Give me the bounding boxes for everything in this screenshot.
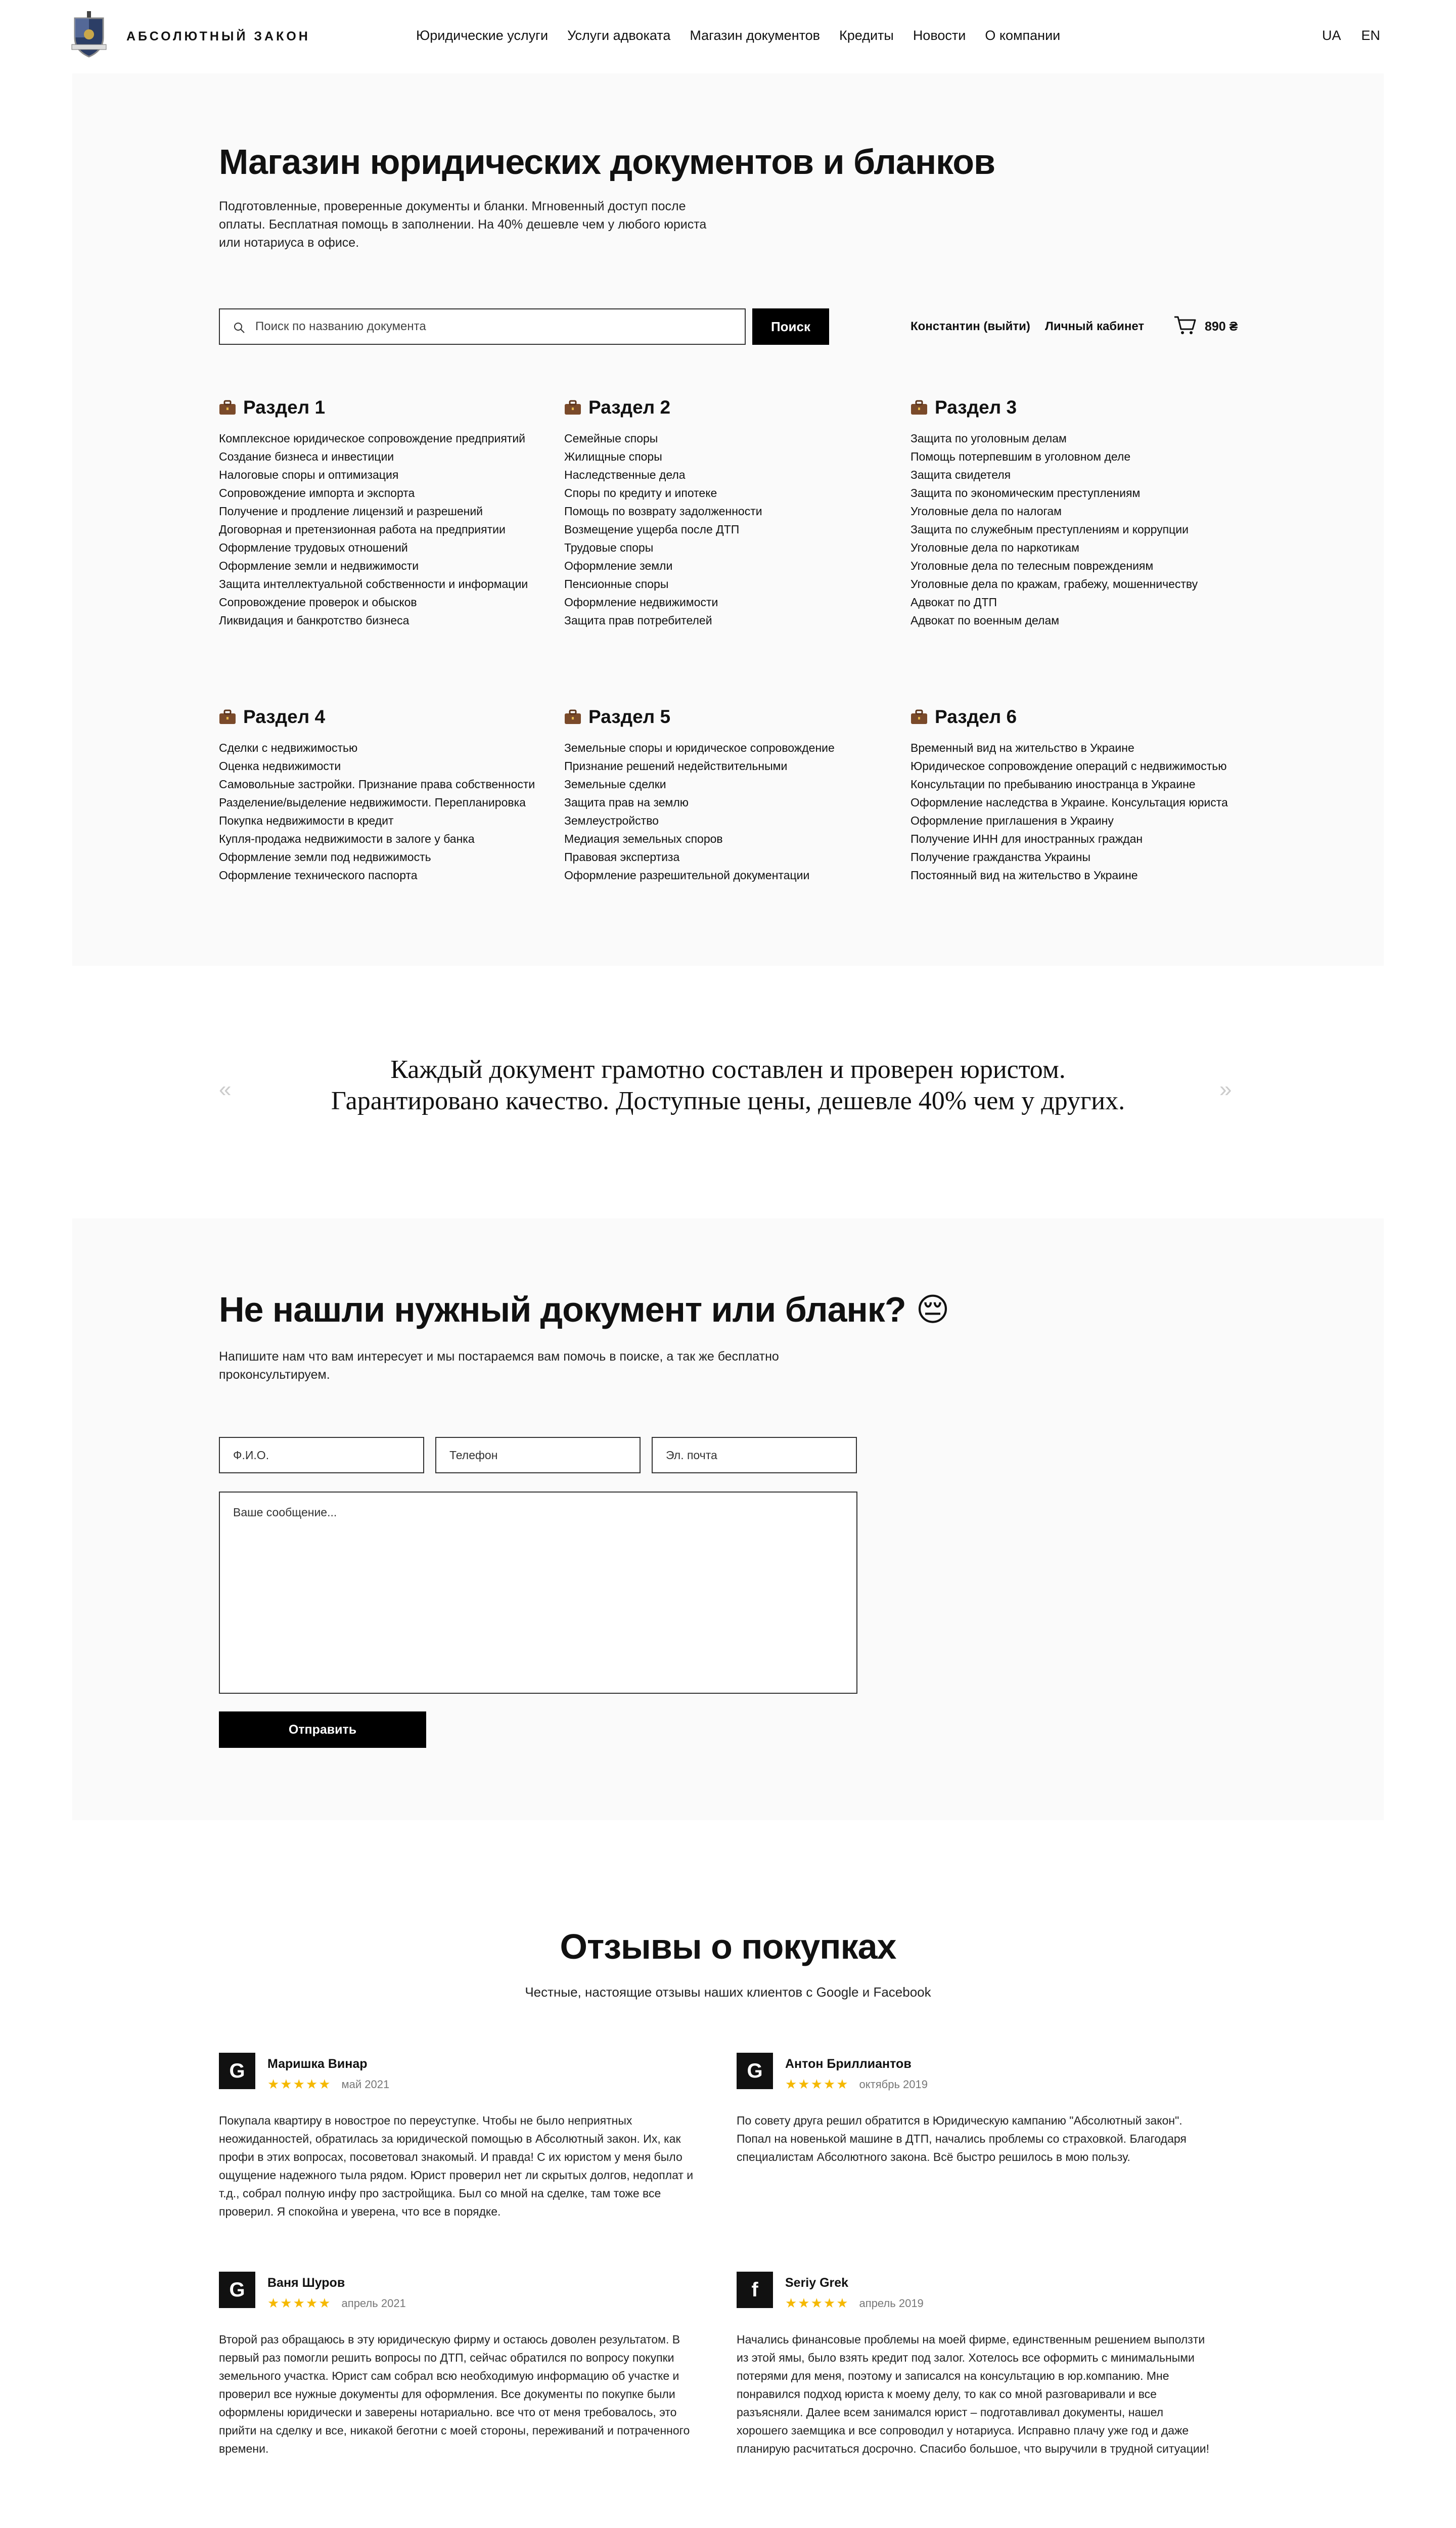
quote-line-1: Каждый документ грамотно составлен и проверен юристом. [390,1055,1066,1084]
section-link[interactable]: Медиация земельных споров [564,832,723,845]
quote-slide [0,1054,1456,1117]
section-link[interactable]: Адвокат по ДТП [911,596,997,609]
section-4 [219,706,542,884]
page-title: Магазин юридических документов и бланков [219,142,995,182]
search-icon [233,322,245,334]
briefcase-icon [219,400,236,415]
nav-about[interactable]: О компании [985,28,1061,43]
section-5 [564,706,888,884]
nav-credits[interactable]: Кредиты [839,28,894,43]
lang-en[interactable]: EN [1361,28,1380,43]
section-link[interactable]: Наследственные дела [564,468,686,481]
section-link[interactable]: Защита по уголовным делам [911,432,1067,445]
section-title: Раздел 6 [935,706,1017,727]
site-header [0,0,1456,73]
section-link[interactable]: Разделение/выделение недвижимости. Перепланировка [219,796,526,809]
review-text: Покупала квартиру в новострое по переуступке. Чтобы не было неприятных неожиданностей, обратилась за юридической помощью в Абсолютный закон. Их, как профи в этих вопросах, посоветовал знакомый. И правда! С их юристом у меня было ощущение надежного тыла рядом. Юрист проверил нет ли скрытых долгов, недоплат и т.д., собрал полную инфу про застройщика. Был со мной на сделке, там тоже все проверил. Я спокойна и уверена, что все в порядке. [219,2114,694,2218]
section-link[interactable]: Помощь по возврату задолженности [564,505,762,518]
email-field[interactable] [652,1437,857,1473]
section-link[interactable]: Оформление земли и недвижимости [219,559,419,572]
sad-face-icon: 😔 [916,1291,949,1328]
section-link[interactable]: Оформление трудовых отношений [219,541,408,554]
review-text: Начались финансовые проблемы на моей фирме, единственным решением выползти из этой ямы, было взять кредит под залог. Хотелось все оформить с минимальными потерями для меня, поэтому и записался на консультацию в юр.компанию. Мне понравился подход юриста к моему делу, то как со мной разговаривали и все разъясняли. Далее всем занимался юрист – подготавливал документы, нашел хорошего заемщика и все сопроводил у нотариуса. Исправно плачу уже год и даже планирую расчитаться досрочно. Спасибо большое, что выручили в трудной ситуации! [737,2333,1209,2455]
search-input[interactable] [255,309,731,344]
section-link[interactable]: Трудовые споры [564,541,654,554]
section-link[interactable]: Постоянный вид на жительство в Украине [911,869,1138,882]
section-link[interactable]: Защита по экономическим преступлениям [911,486,1141,500]
review-date: апрель 2021 [341,2296,406,2310]
section-link[interactable]: Самовольные застройки. Признание права собственности [219,778,535,791]
section-link[interactable]: Консультации по пребыванию иностранца в Украине [911,778,1196,791]
section-link[interactable]: Сопровождение проверок и обысков [219,596,417,609]
nav-lawyer-services[interactable]: Услуги адвоката [567,28,671,43]
section-link[interactable]: Получение и продление лицензий и разрешений [219,505,483,518]
rating-stars: ★★★★★ [785,2295,849,2311]
google-icon: G [219,2272,255,2308]
phone-field[interactable] [435,1437,641,1473]
review-card [737,2272,1212,2458]
section-link[interactable]: Оформление земли [564,559,673,572]
reviewer-name: Маришка Винар [267,2057,368,2071]
nav-legal-services[interactable]: Юридические услуги [416,28,549,43]
section-link[interactable]: Оценка недвижимости [219,759,341,773]
section-link[interactable]: Оформление наследства в Украине. Консультация юриста [911,796,1228,809]
quote-prev-arrow[interactable]: « [219,1077,232,1102]
search-box[interactable] [219,308,746,345]
lang-ua[interactable]: UA [1322,28,1341,43]
review-card [737,2053,1212,2166]
briefcase-icon [911,400,928,415]
section-link[interactable]: Землеустройство [564,814,659,827]
section-link[interactable]: Защита прав на землю [564,796,689,809]
submit-button[interactable]: Отправить [219,1711,426,1748]
reviewer-name: Seriy Grek [785,2276,849,2290]
section-3 [911,397,1234,629]
section-title: Раздел 5 [588,706,671,727]
google-icon: G [219,2053,255,2089]
review-card [219,2272,694,2458]
section-link[interactable]: Сопровождение импорта и экспорта [219,486,415,500]
shop-lead: Подготовленные, проверенные документы и бланки. Мгновенный доступ после оплаты. Бесплатная помощь в заполнении. На 40% дешевле чем у любого юриста или нотариуса в офисе. [219,199,707,250]
section-link[interactable]: Уголовные дела по налогам [911,505,1062,518]
section-link[interactable]: Оформление земли под недвижимость [219,850,431,864]
section-link[interactable]: Жилищные споры [564,450,662,463]
section-link[interactable]: Временный вид на жительство в Украине [911,741,1134,754]
section-link[interactable]: Адвокат по военным делам [911,614,1060,627]
reviews-title: Отзывы о покупках [560,1927,896,1966]
briefcase-icon [219,709,236,725]
section-link[interactable]: Ликвидация и банкротство бизнеса [219,614,410,627]
section-link[interactable]: Семейные споры [564,432,658,445]
section-1 [219,397,542,629]
section-link[interactable]: Оформление технического паспорта [219,869,418,882]
review-date: апрель 2019 [859,2296,924,2310]
language-switcher [1322,28,1380,43]
review-text: По совету друга решил обратится в Юридическую кампанию "Абсолютный закон". Попал на новенькой машине в ДТП, начались проблемы со страховкой. Благодаря специалистам Абсолютного закона. Всё быстро решилось в мою пользу. [737,2114,1187,2163]
review-date: октябрь 2019 [859,2078,928,2091]
briefcase-icon [564,400,581,415]
document-shop-section [72,73,1384,966]
reviews-subtitle: Честные, настоящие отзывы наших клиентов с Google и Facebook [525,1984,931,2000]
section-link[interactable]: Земельные сделки [564,778,666,791]
section-link[interactable]: Получение ИНН для иностранных граждан [911,832,1143,845]
section-link[interactable]: Договорная и претензионная работа на предприятии [219,523,506,536]
cart-total[interactable]: 890 ₴ [1205,320,1238,334]
review-date: май 2021 [341,2078,390,2091]
section-2 [564,397,888,629]
section-6 [911,706,1234,884]
section-link[interactable]: Налоговые споры и оптимизация [219,468,399,481]
cart-icon[interactable] [1173,315,1197,335]
facebook-icon: f [737,2272,773,2308]
section-title: Раздел 2 [588,397,671,418]
contact-form-section [72,1218,1384,1820]
section-link[interactable]: Оформление недвижимости [564,596,718,609]
contact-title-text: Не нашли нужный документ или бланк? [219,1290,906,1329]
rating-stars: ★★★★★ [267,2295,332,2311]
contact-lead: Напишите нам что вам интересует и мы постараемся вам помочь в поиске, а так же бесплатно проконсультируем. [219,1349,779,1382]
section-link[interactable]: Купля-продажа недвижимости в залоге у банка [219,832,475,845]
section-link[interactable]: Уголовные дела по наркотикам [911,541,1079,554]
section-link[interactable]: Признание решений недействительными [564,759,788,773]
section-link[interactable]: Создание бизнеса и инвестиции [219,450,394,463]
section-title: Раздел 3 [935,397,1017,418]
section-link[interactable]: Помощь потерпевшим в уголовном деле [911,450,1131,463]
search-button[interactable]: Поиск [752,308,829,345]
quote-next-arrow[interactable]: » [1219,1077,1232,1102]
user-logout-link[interactable]: Константин (выйти) [911,320,1030,333]
rating-stars: ★★★★★ [267,2076,332,2092]
review-text: Второй раз обращаюсь в эту юридическую фирму и остаюсь доволен результатом. В первый раз помогли решить вопросы по ДТП, сейчас обратился по вопросу покупки земельного участка. Юрист сам собрал всю необходимую информацию об участке и проверил все нужные документы для оформления. Все документы по покупке были оформлены юридически и заверены нотариально. все что от меня требовалось, это прийти на сделку и все, никакой беготни с моей стороны, переживаний и потраченного времени. [219,2333,690,2455]
section-link[interactable]: Споры по кредиту и ипотеке [564,486,717,500]
section-link[interactable]: Защита интеллектуальной собственности и информации [219,577,528,591]
section-link[interactable]: Защита свидетеля [911,468,1011,481]
rating-stars: ★★★★★ [785,2076,849,2092]
contact-title [219,1289,949,1330]
nav-news[interactable]: Новости [913,28,966,43]
section-link[interactable]: Оформление приглашения в Украину [911,814,1114,827]
section-title: Раздел 4 [243,706,326,727]
shield-logo-icon[interactable] [71,11,107,58]
section-link[interactable]: Защита по служебным преступлениям и коррупции [911,523,1189,536]
section-link[interactable]: Уголовные дела по кражам, грабежу, мошенничеству [911,577,1198,591]
section-link[interactable]: Земельные споры и юридическое сопровождение [564,741,835,754]
reviewer-name: Ваня Шуров [267,2276,345,2290]
section-link[interactable]: Уголовные дела по телесным повреждениям [911,559,1154,572]
nav-document-shop[interactable]: Магазин документов [690,28,821,43]
name-field[interactable] [219,1437,424,1473]
main-nav [416,28,1079,43]
section-link[interactable]: Юридическое сопровождение операций с недвижимостью [911,759,1227,773]
section-link[interactable]: Возмещение ущерба после ДТП [564,523,740,536]
section-link[interactable]: Защита прав потребителей [564,614,712,627]
section-link[interactable]: Сделки с недвижимостью [219,741,358,754]
personal-cabinet-link[interactable]: Личный кабинет [1045,320,1145,333]
briefcase-icon [564,709,581,725]
google-icon: G [737,2053,773,2089]
quote-line-2: Гарантировано качество. Доступные цены, дешевле 40% чем у других. [331,1087,1125,1115]
section-title: Раздел 1 [243,397,326,418]
section-link[interactable]: Получение гражданства Украины [911,850,1090,864]
section-link[interactable]: Правовая экспертиза [564,850,680,864]
section-link[interactable]: Пенсионные споры [564,577,669,591]
review-card [219,2053,694,2221]
section-link[interactable]: Оформление разрешительной документации [564,869,810,882]
briefcase-icon [911,709,928,725]
message-field[interactable] [219,1492,857,1694]
section-link[interactable]: Покупка недвижимости в кредит [219,814,394,827]
section-link[interactable]: Комплексное юридическое сопровождение предприятий [219,432,526,445]
reviewer-name: Антон Бриллиантов [785,2057,912,2071]
brand-name[interactable]: АБСОЛЮТНЫЙ ЗАКОН [126,29,310,43]
